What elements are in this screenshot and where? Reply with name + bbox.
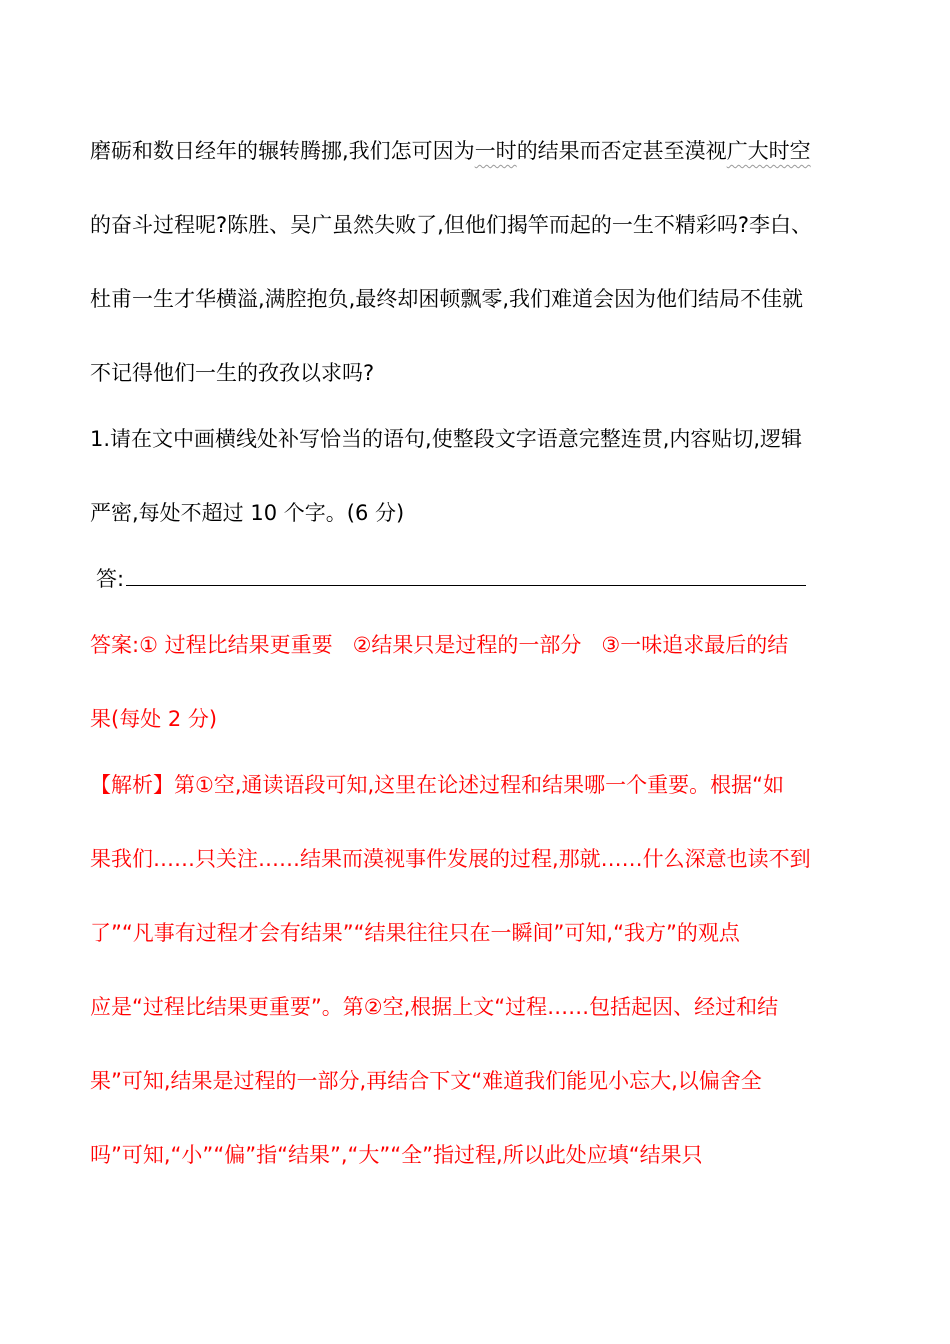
answer-item-3: ③一味追求最后的结 [601,633,789,657]
wavy-underlined-text: 广大时空 [726,139,811,163]
question-line-2: 严密,每处不超过 10 个字。(6 分) [90,501,405,525]
passage-text: 磨砺和数日经年的辗转腾挪,我们怎可因为 [90,139,475,163]
answer-label: 答: [96,567,125,591]
analysis-line-4: 应是“过程比结果更重要”。第②空,根据上文“过程……包括起因、经过和结 [90,995,779,1019]
analysis-line-3: 了”“凡事有过程才会有结果”“结果往往只在一瞬间”可知,“我方”的观点 [90,921,740,945]
answer-input-rule[interactable] [126,557,806,586]
document-page [90,128,862,1206]
answer-item-1: 答案:① 过程比结果更重要 [90,633,333,657]
passage-text: 的结果而否定甚至漠视 [516,139,727,163]
answer-line-2: 果(每处 2 分) [90,707,218,731]
analysis-line-1: 【解析】第①空,通读语段可知,这里在论述过程和结果哪一个重要。根据“如 [90,773,785,797]
answer-line-1 [90,622,862,696]
passage-line-2: 的奋斗过程呢?陈胜、吴广虽然失败了,但他们揭竿而起的一生不精彩吗?李白、 [90,213,812,237]
passage-line-4: 不记得他们一生的孜孜以求吗? [90,361,375,385]
answer-blank-line [90,556,862,622]
analysis-line-2: 果我们……只关注……结果而漠视事件发展的过程,那就……什么深意也读不到 [90,847,811,871]
analysis-line-6: 吗”可知,“小”“偏”指“结果”,“大”“全”指过程,所以此处应填“结果只 [90,1143,703,1167]
answer-item-2: ②结果只是过程的一部分 [352,633,582,657]
passage-line-1 [90,128,862,202]
question-line-1: 1.请在文中画横线处补写恰当的语句,使整段文字语意完整连贯,内容贴切,逻辑 [90,427,803,451]
wavy-underlined-text: 一时 [474,139,517,163]
analysis-line-5: 果”可知,结果是过程的一部分,再结合下文“难道我们能见小忘大,以偏舍全 [90,1069,762,1093]
passage-line-3: 杜甫一生才华横溢,满腔抱负,最终却困顿飘零,我们难道会因为他们结局不佳就 [90,287,804,311]
